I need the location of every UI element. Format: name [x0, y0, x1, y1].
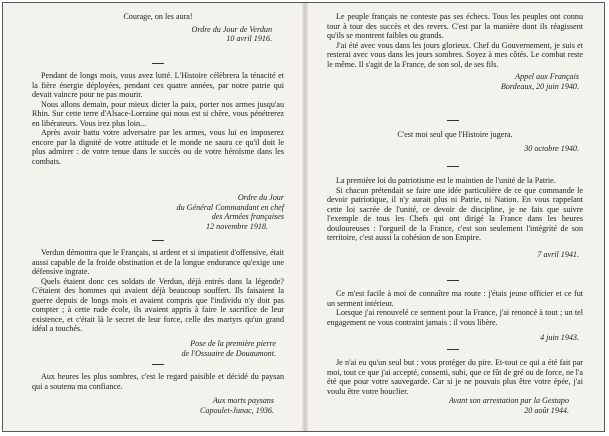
- quote-serment: [327, 289, 583, 343]
- paragraph: Quels étaient donc ces soldats de Verdun, déjà entrés dans la légende? C'étaient des hommes qui avaient déjà beaucoup souffert. Ils faisaient la guerre depuis de longs mois et avaient compris que l'individu n'y doit pas compter ; à cette rude école, ils avaient appris à faire le sacrifice de leur existence, et c'était là le secret de leur force, celle des martyrs qu'un grand idéal a touchés.: [32, 276, 284, 334]
- signature-date: 12 novembre 1918.: [206, 221, 268, 231]
- signature-line: Ordre du Jour: [237, 193, 284, 202]
- opening-line: Courage, on les aura!: [123, 12, 193, 21]
- center-fold: [302, 3, 308, 431]
- quote-paysans: [32, 372, 284, 415]
- signature-line: Ordre du Jour de Verdun: [191, 24, 272, 34]
- paragraph: Nous allons demain, pour mieux dicter la paix, porter nos armes jusqu'au Rhin. Sur cette terre d'Alsace-Lorraine qui nous est si chère, vous pénétrerez en libérateurs. Vous irez plus loin...: [32, 99, 284, 128]
- quote-armistice: [32, 71, 284, 166]
- paragraph: C'est moi seul que l'Histoire jugera.: [397, 130, 513, 139]
- separator: [447, 349, 459, 350]
- signature-line: des Armées françaises: [211, 212, 284, 222]
- signature-douaumont: [32, 339, 284, 358]
- quote-douaumont: [32, 248, 284, 334]
- quote-unite: [327, 176, 583, 259]
- separator: [152, 364, 164, 365]
- signature-date: 10 avril 1916.: [226, 34, 272, 44]
- signature-line: Pose de la première pierre: [190, 339, 276, 348]
- signature-line: Aux morts paysans: [212, 396, 274, 406]
- paragraph: Aux heures les plus sombres, c'est le regard paisible et décidé du paysan qui a soutenu ma confiance.: [32, 372, 284, 391]
- signature-verdun: [32, 25, 284, 44]
- signature-date: Capoulet-Junac, 1936.: [200, 405, 274, 415]
- quote-histoire: [327, 130, 583, 153]
- signature-line: de l'Ossuaire de Douaumont.: [181, 348, 276, 358]
- signature-line: du Général Commandant en chef: [176, 202, 284, 212]
- signature-line: Avant son arrestation par la Gestapo: [449, 396, 569, 406]
- quote-bouclier: [327, 358, 583, 415]
- separator: [447, 120, 459, 121]
- signature-date: 20 août 1944.: [524, 405, 569, 415]
- paragraph: Verdun démontra que le Français, si ardent et si impatient d'offensive, était aussi capable de la froide obstination et de la longue endurance qu'exige une défensive ingrate.: [32, 248, 284, 277]
- paragraph: J'ai été avec vous dans les jours glorieux. Chef du Gouvernement, je suis et resterai avec vous dans les jours sombres. Soyez à mes côtés. Le combat reste le même. Il s'agit de la France, de son sol, de ses fils.: [327, 40, 583, 69]
- signature-date: 30 octobre 1940.: [524, 143, 579, 153]
- paragraph: Je n'ai eu qu'un seul but : vous protéger du pire. Et-tout ce qui a été fait par moi, tout ce que j'ai accepté, consenti, subi, que ce fût de gré ou de force, ne l'a été que pour votre sauvegarde. Car si je ne pouvais plus être votre épée, j'ai voulu être votre bouclier.: [327, 358, 583, 396]
- paragraph: Si chacun prétendait se faire une idée particulière de ce que commande le devoir patriotique, il n'y aurait plus ni Patrie, ni Nation. En vous rappelant cette loi sacrée de l'unité, ce devoir de discipline, je ne fais que suivre l'exemple de tous les Chefs qui ont dirigé la France dans les heures douloureuses : l'orgueil de la France, c'est son seulement l'intégrité de son territoire, c'est aussi la cohésion de son Empire.: [327, 185, 583, 243]
- quote-appel-1940: [327, 12, 583, 91]
- signature-armistice: [32, 193, 284, 231]
- paragraph: La première loi du patriotisme est le maintien de l'unité de la Patrie.: [336, 176, 556, 185]
- separator: [447, 280, 459, 281]
- signature-date: 7 avril 1941.: [537, 249, 579, 259]
- quote-verdun-1916: [32, 12, 284, 44]
- paragraph: Lorsque j'ai renouvelé ce serment pour la France, j'ai renoncé à tout ; un tel engagement ne vous contraint jamais : il vous libère.: [327, 308, 583, 327]
- separator: [152, 63, 164, 64]
- signature-line: Appel aux Français: [515, 72, 579, 82]
- signature-date: 4 juin 1943.: [540, 333, 579, 343]
- separator: [152, 240, 164, 241]
- paragraph: Pendant de longs mois, vous avez lutté. L'Histoire célèbrera la ténacité et la fière énergie déployées, pendant ces quatre années, par notre patrie qui devait vaincre pour ne pas mourir.: [32, 71, 284, 100]
- signature-date: Bordeaux, 20 juin 1940.: [500, 81, 579, 91]
- paragraph: Ce m'est facile à moi de connaître ma route : j'étais jeune officier et ce fut un serment intérieur.: [327, 289, 583, 308]
- paragraph: Après avoir battu votre adversaire par les armes, vous lui en imposerez encore par la dignité de votre attitude et le monde ne saura ce qu'il doit le plus admirer : de votre tenue dans le succès ou de votre héroïsme dans les combats.: [32, 128, 284, 166]
- separator: [447, 166, 459, 167]
- paragraph: Le peuple français ne conteste pas ses échecs. Tous les peuples ont connu tour à tour des succès et des revers. C'est par la manière dont ils réagissent qu'ils se montrent faibles ou grands.: [327, 12, 583, 41]
